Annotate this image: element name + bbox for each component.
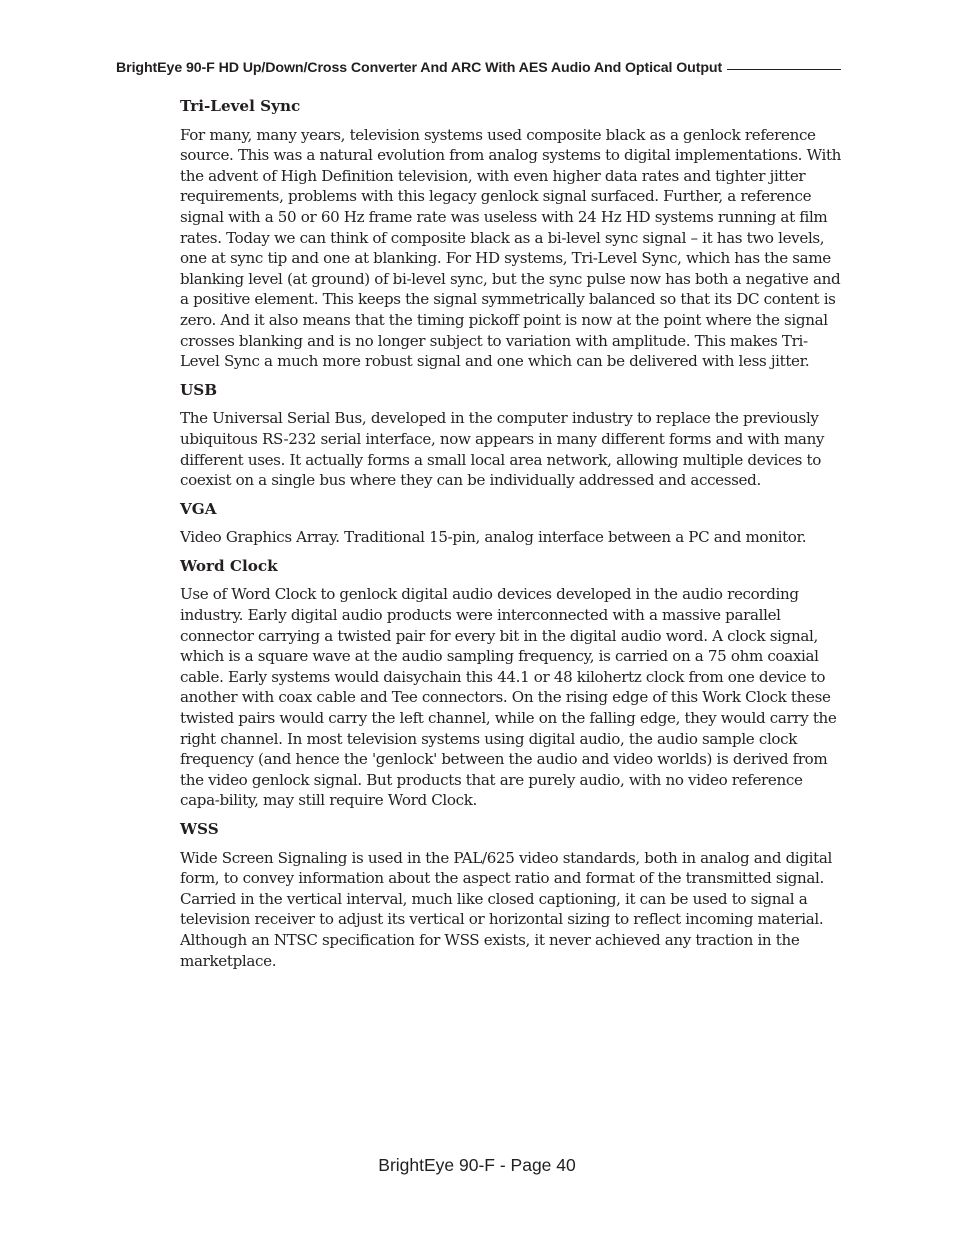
section-heading: Word Clock (180, 556, 278, 575)
section-wss (180, 819, 844, 971)
section-body: Video Graphics Array. Traditional 15-pin, analog interface between a PC and monitor. (180, 528, 807, 547)
header-rule (727, 69, 841, 70)
page-footer (0, 1154, 954, 1176)
section-usb (180, 380, 844, 491)
section-vga (180, 499, 844, 548)
section-word-clock (180, 556, 844, 811)
section-tri-level-sync (180, 96, 844, 372)
document-title: BrightEye 90-F HD Up/Down/Cross Converter And ARC With AES Audio And Optical Output (116, 60, 723, 76)
running-header (116, 60, 841, 76)
section-body: Wide Screen Signaling is used in the PAL/625 video standards, both in analog and digital form, to convey information about the aspect ratio and format of the transmitted signal. Carried in the vertical interval, much like closed captioning, it can be used to signal a television receiver to adjust its vertical or horizontal sizing to reflect incoming material. Although an NTSC specification for WSS exists, it never achieved any traction in the marketplace. (180, 848, 832, 970)
section-heading: WSS (180, 820, 219, 838)
glossary-content (180, 96, 844, 979)
section-body: Use of Word Clock to genlock digital audio devices developed in the audio recording industry. Early digital audio products were interconnected with a massive parallel connector carrying a twisted pair for every bit in the digital audio word. A clock signal, which is a square wave at the audio sampling frequency, is carried on a 75 ohm coaxial cable. Early systems would daisychain this 44.1 or 48 kilohertz clock from one device to another with coax cable and Tee connectors. On the rising edge of this Work Clock these twisted pairs would carry the left channel, while on the falling edge, they would carry the right channel. In most television systems using digital audio, the audio sample clock frequency (and hence the 'genlock' between the audio and video worlds) is derived from the video genlock signal. But products that are purely audio, with no video reference capa-bility, may still require Word Clock. (180, 585, 837, 810)
section-heading: USB (180, 380, 218, 399)
section-body: For many, many years, television systems used composite black as a genlock reference source. This was a natural evolution from analog systems to digital implementations. With the advent of High Definition television, with even higher data rates and tighter jitter requirements, problems with this legacy genlock signal surfaced. Further, a reference signal with a 50 or 60 Hz frame rate was useless with 24 Hz HD systems running at film rates. Today we can think of composite black as a bi-level sync signal – it has two levels, one at sync tip and one at blanking. For HD systems, Tri-Level Sync, which has the same blanking level (at ground) of bi-level sync, but the sync pulse now has both a negative and a positive element. This keeps the signal symmetrically balanced so that its DC content is zero. And it also means that the timing pickoff point is now at the point where the signal crosses blanking and is no longer subject to variation with amplitude. This makes Tri-Level Sync a much more robust signal and one which can be delivered with less jitter. (180, 125, 842, 371)
section-heading: VGA (180, 499, 217, 518)
section-body: The Universal Serial Bus, developed in the computer industry to replace the previously ubiquitous RS-232 serial interface, now appears in many different forms and with many different uses. It actually forms a small local area network, allowing multiple devices to coexist on a single bus where they can be individually addressed and accessed. (180, 409, 825, 490)
section-heading: Tri-Level Sync (180, 97, 301, 115)
page-number: BrightEye 90-F - Page 40 (378, 1155, 576, 1175)
